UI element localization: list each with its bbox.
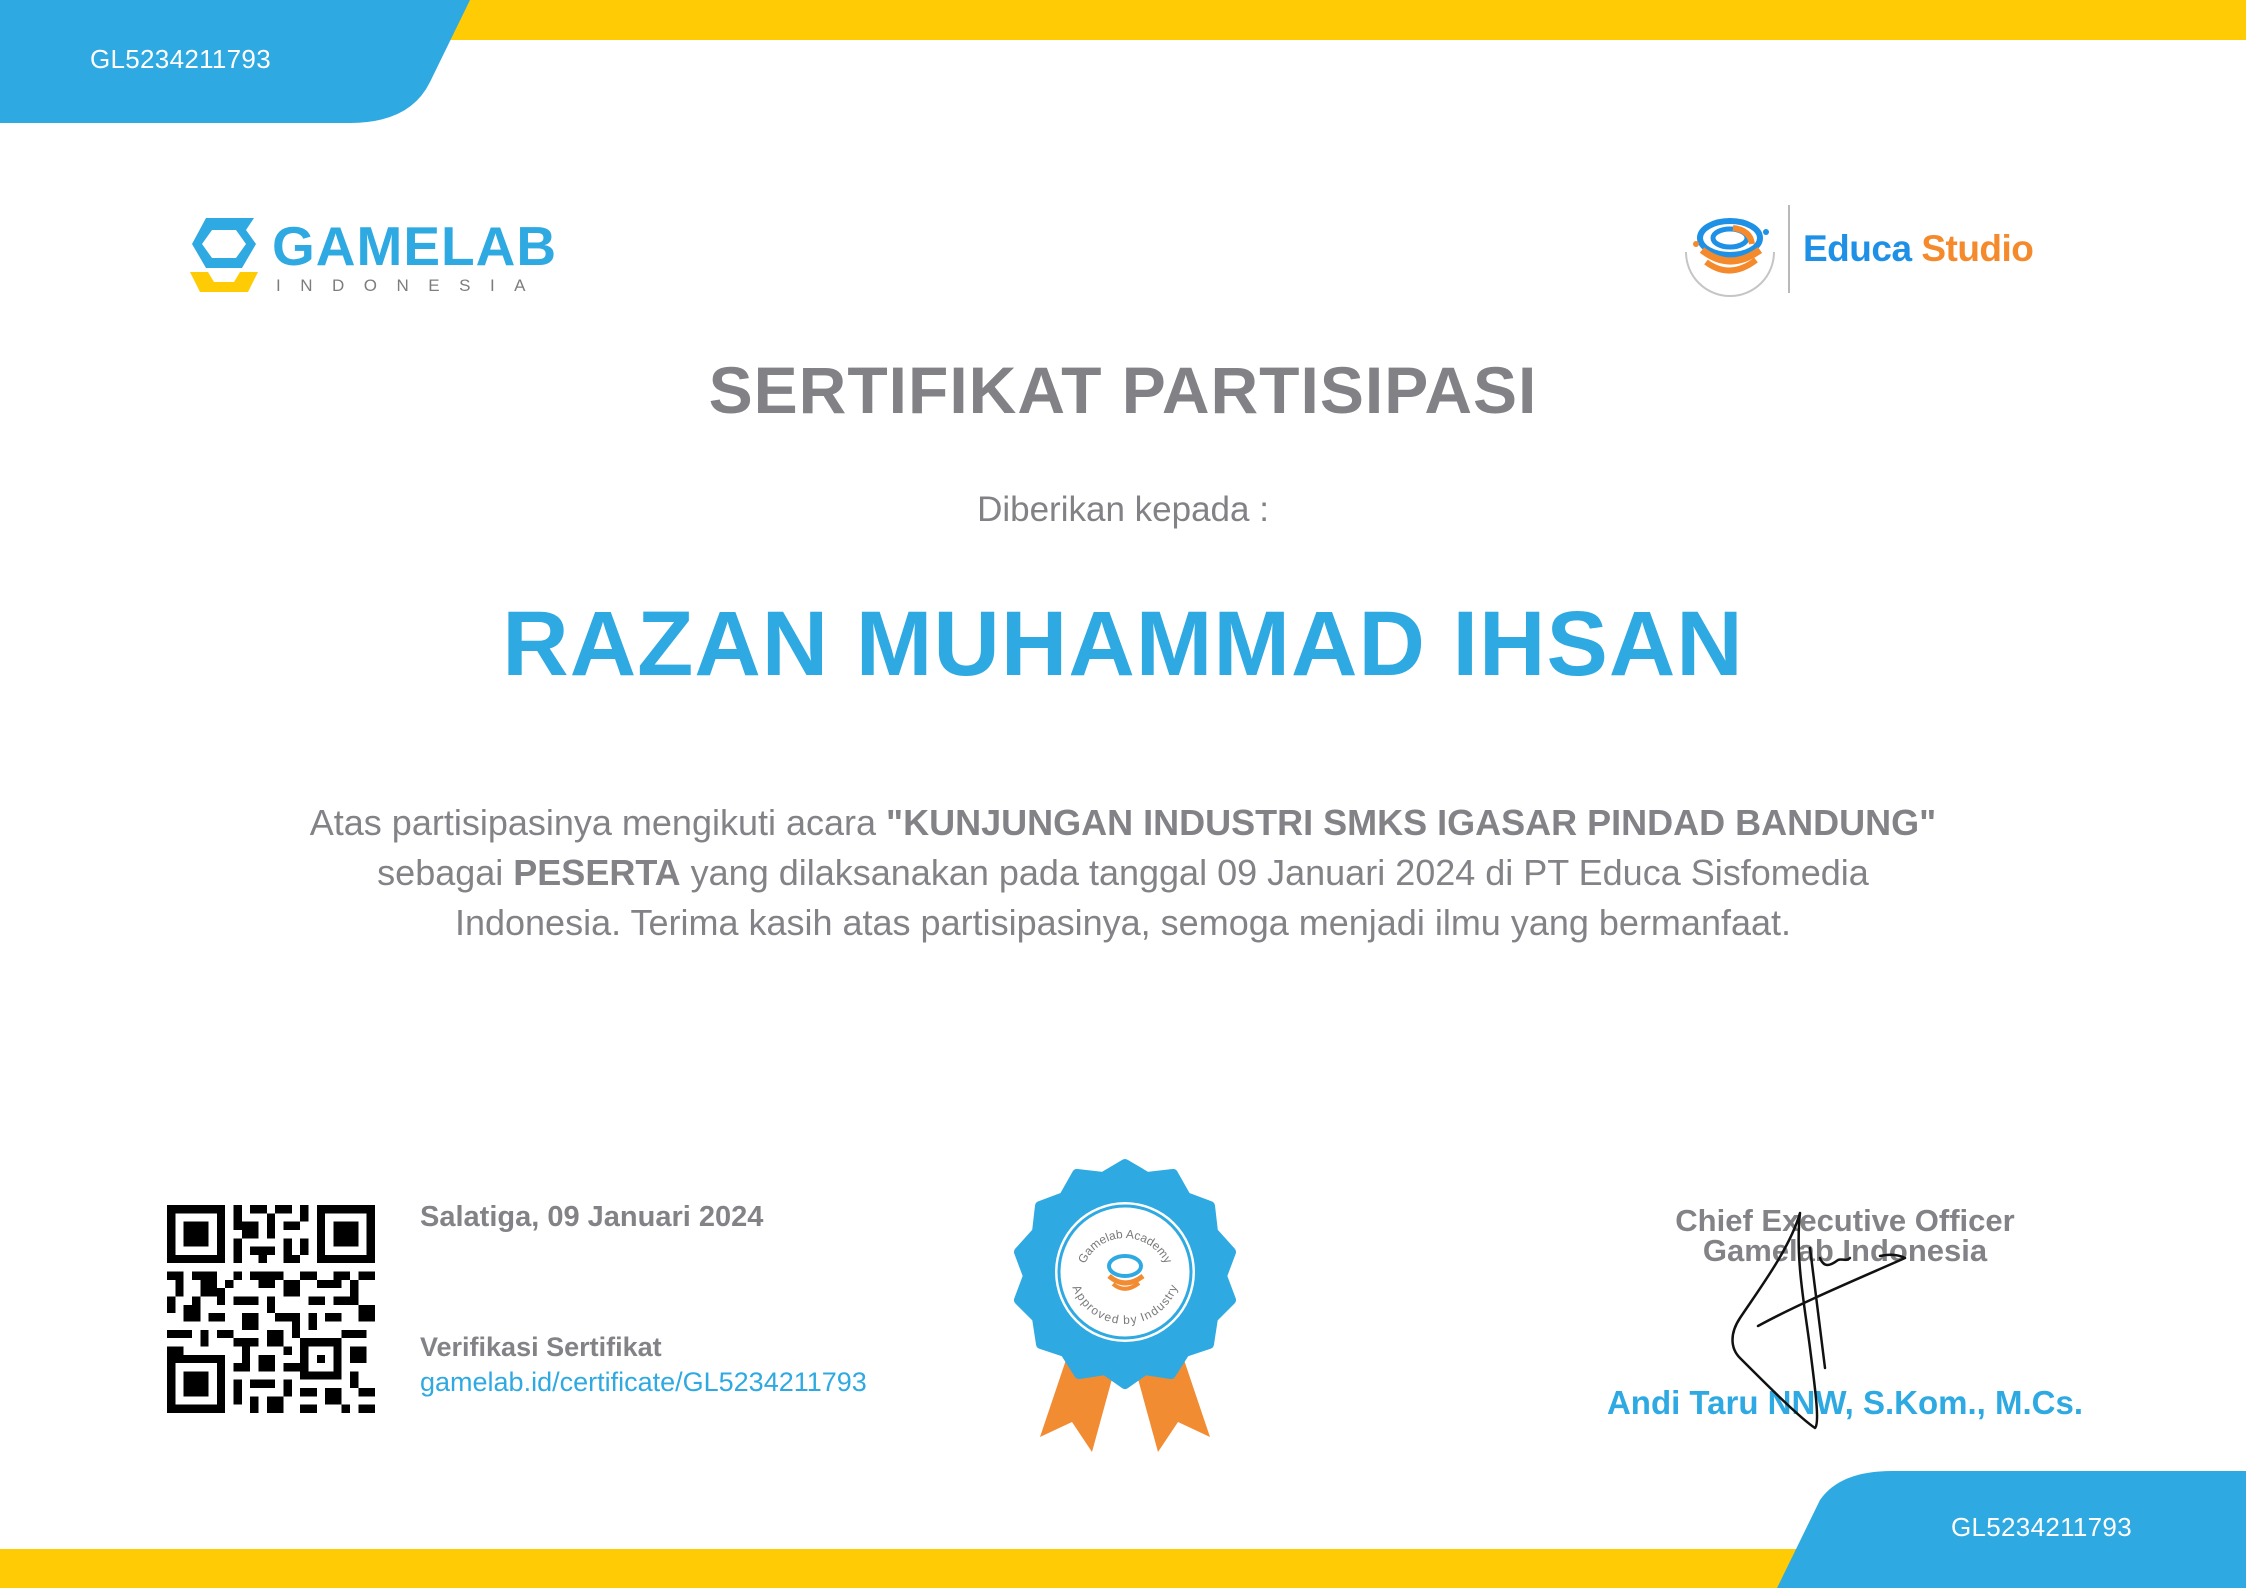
body-line-2-suffix: yang dilaksanakan pada tanggal 09 Januari 2024 di PT Educa Sisfomedia	[680, 852, 1869, 893]
bottom-banner	[0, 1460, 2246, 1588]
verification-label: Verifikasi Sertifikat	[420, 1332, 662, 1362]
certificate-serial-bottom: GL5234211793	[1951, 1512, 2132, 1542]
gamelab-logo	[188, 216, 588, 298]
certificate-serial-top: GL5234211793	[90, 44, 271, 74]
body-line-3: Indonesia. Terima kasih atas partisipasinya, semoga menjadi ilmu yang bermanfaat.	[454, 902, 1792, 943]
event-name: "KUNJUNGAN INDUSTRI SMKS IGASAR PINDAD BANDUNG"	[886, 802, 1937, 843]
body-line-1-text: Atas partisipasinya mengikuti acara	[309, 802, 887, 843]
educa-studio-logo	[1678, 200, 2058, 300]
educa-word-educa: Educa	[1803, 228, 1912, 269]
handwritten-signature-icon	[1720, 1208, 1960, 1438]
signatory-title-line-2: Gamelab Indonesia	[1702, 1233, 1988, 1268]
verification-link[interactable]: gamelab.id/certificate/GL5234211793	[420, 1367, 867, 1397]
logo-divider	[1788, 205, 1790, 293]
signatory-title-line-1: Chief Executive Officer	[1675, 1203, 2015, 1238]
approved-badge-icon	[1010, 1152, 1240, 1452]
gamelab-subtitle: INDONESIA	[276, 276, 546, 295]
body-line-2-prefix: sebagai	[377, 852, 514, 893]
educa-word-studio: Studio	[1921, 228, 2034, 269]
participant-role: PESERTA	[513, 852, 681, 893]
body-line-1	[100, 798, 2146, 848]
educa-wordmark	[1803, 228, 2033, 270]
recipient-name: RAZAN MUHAMMAD IHSAN	[502, 593, 1744, 695]
given-to-label: Diberikan kepada :	[977, 490, 1269, 529]
top-banner	[0, 0, 2246, 130]
badge-bottom-text: Approved by Industry	[1069, 1282, 1181, 1328]
place-and-date: Salatiga, 09 Januari 2024	[420, 1201, 764, 1233]
signatory-name: Andi Taru NNW, S.Kom., M.Cs.	[1606, 1384, 2084, 1421]
gamelab-hex-icon	[188, 216, 260, 296]
body-line-2	[100, 848, 2146, 898]
certificate-title: SERTIFIKAT PARTISIPASI	[708, 353, 1538, 427]
badge-top-text: Gamelab Academy	[1074, 1226, 1176, 1266]
certificate-body	[100, 798, 2146, 948]
educa-swirl-icon	[1678, 200, 1782, 300]
verification-qr-code[interactable]	[167, 1205, 375, 1413]
gamelab-wordmark: GAMELAB	[272, 215, 558, 277]
